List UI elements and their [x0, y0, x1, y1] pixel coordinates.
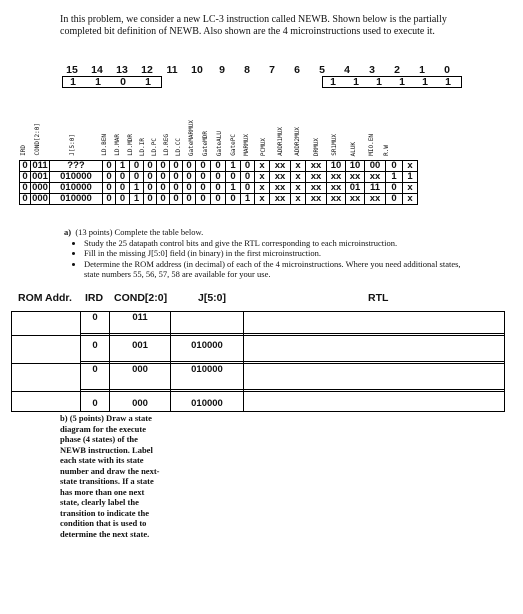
- column-header-row: [0, 104, 523, 158]
- table-cell: xx: [327, 172, 346, 183]
- table-cell: 0: [157, 161, 170, 172]
- table-cell: xx: [346, 172, 365, 183]
- column-header: ADDR1MUX: [277, 127, 284, 156]
- table-cell: 0: [183, 183, 196, 194]
- table-cell: 1: [386, 172, 403, 183]
- bit-number: 13: [116, 64, 128, 76]
- table-cell: 0: [103, 161, 116, 172]
- table-cell: 10: [346, 161, 365, 172]
- cond-header: COND[2:0]: [114, 292, 168, 304]
- part-a-marker: a): [64, 227, 72, 237]
- bit-number: 7: [269, 64, 275, 76]
- table-cell: x: [403, 194, 418, 205]
- table-cell: 0: [144, 161, 157, 172]
- table-cell: 0: [144, 194, 157, 205]
- table-cell: 0: [196, 161, 211, 172]
- bit-number: 4: [344, 64, 350, 76]
- part-a-bullet: • Determine the ROM address (in decimal) of each of the 4 microinstructions. Where you need additional states, state numbers 55, 56, 57, 58 are available for your use.: [84, 259, 464, 280]
- column-header: GateMDR: [202, 130, 209, 156]
- table-cell: 0: [183, 194, 196, 205]
- bit-value: 1: [95, 76, 101, 88]
- column-header: J[5:0]: [69, 134, 76, 156]
- table-cell: 10: [327, 161, 346, 172]
- bit-value: 1: [422, 76, 428, 88]
- column-header: GateALU: [216, 130, 223, 156]
- rtl-header: RTL: [368, 292, 389, 304]
- bit-number: 0: [444, 64, 450, 76]
- table-cell: xx: [346, 194, 365, 205]
- ird-header: IRD: [85, 292, 104, 304]
- table-cell: 11: [365, 183, 386, 194]
- table-cell: 011: [32, 160, 48, 171]
- j-header: J[5:0]: [198, 292, 227, 304]
- rom-addr-cell[interactable]: [12, 312, 81, 336]
- column-header: LD.CC: [175, 137, 182, 156]
- table-cell: 0: [196, 183, 211, 194]
- table-cell: 0: [103, 172, 116, 183]
- part-b-instructions: [60, 413, 160, 539]
- ird-cell: 0: [81, 392, 110, 412]
- cond-cell: 000: [110, 392, 171, 412]
- table-cell: 0: [20, 172, 31, 183]
- j-cell: 010000: [171, 364, 244, 390]
- table-cell: 0: [170, 161, 183, 172]
- ird-cell: 0: [81, 336, 110, 362]
- table-cell: 0: [116, 183, 130, 194]
- table-cell: xx: [270, 194, 291, 205]
- rtl-cell[interactable]: [244, 312, 505, 334]
- part-a-bullet: • Fill in the missing J[5:0] field (in binary) in the first microinstruction.: [84, 248, 464, 259]
- table-cell: xx: [270, 161, 291, 172]
- part-a-title: (13 points) Complete the table below.: [75, 227, 204, 237]
- bit-number: 10: [191, 64, 203, 76]
- table-cell: 0: [157, 183, 170, 194]
- column-header: GatePC: [229, 134, 237, 156]
- part-a-bullet: • Study the 25 datapath control bits and give the RTL corresponding to each microinstruction.: [84, 238, 464, 249]
- bit-value: 1: [145, 76, 151, 88]
- table-cell: 0: [183, 161, 196, 172]
- bit-value: 0: [120, 76, 126, 88]
- table-cell: 0: [157, 194, 170, 205]
- table-cell: 010000: [50, 183, 103, 194]
- table-cell: x: [291, 172, 306, 183]
- ird-cell: 0: [81, 364, 110, 390]
- column-header: COND[2:0]: [34, 123, 41, 156]
- rom-addr-cell[interactable]: [12, 392, 81, 412]
- table-cell: 0: [116, 194, 130, 205]
- table-cell: 0: [103, 194, 116, 205]
- rom-answer-table: [11, 311, 505, 412]
- bit-number: 8: [244, 64, 250, 76]
- column-header: LD.PC: [151, 137, 158, 156]
- cond-cell: 011: [110, 312, 171, 334]
- column-header: ADDR2MUX: [294, 127, 301, 156]
- j-cell[interactable]: [171, 312, 244, 334]
- ird-cell: 0: [81, 312, 110, 334]
- table-cell: 0: [144, 172, 157, 183]
- bit-number-row: [62, 64, 462, 76]
- table-cell: xx: [270, 183, 291, 194]
- table-cell: 0: [157, 172, 170, 183]
- bit-value: 1: [376, 76, 382, 88]
- rtl-cell[interactable]: [244, 336, 505, 362]
- table-cell: 010000: [50, 194, 103, 205]
- bit-box-right: [322, 76, 462, 88]
- table-cell: 0: [386, 161, 403, 172]
- table-cell: x: [291, 161, 306, 172]
- bit-value: 1: [399, 76, 405, 88]
- column-header: PCMUX: [260, 137, 267, 156]
- rom-addr-cell[interactable]: [12, 364, 81, 392]
- table-cell: 00: [365, 161, 386, 172]
- bit-number: 5: [319, 64, 325, 76]
- table-cell: 1: [130, 194, 144, 205]
- table-cell: xx: [327, 194, 346, 205]
- table-row: [20, 161, 418, 172]
- table-cell: xx: [327, 183, 346, 194]
- table-cell: 0: [170, 172, 183, 183]
- intro-paragraph: In this problem, we consider a new LC-3 instruction called NEWB. Shown below is the partially completed bit definition of NEWB. Also shown are the 4 microinstructions used to execute it.: [60, 14, 447, 37]
- column-header: LD.REG: [163, 134, 170, 156]
- table-cell: 0: [116, 172, 130, 183]
- table-cell: 0: [170, 183, 183, 194]
- table-cell: 0: [130, 172, 144, 183]
- table-cell: 0: [241, 161, 255, 172]
- bit-number: 2: [394, 64, 400, 76]
- part-b-marker: b): [60, 413, 68, 423]
- table-cell: 0: [170, 194, 183, 205]
- table-cell: 0: [211, 194, 226, 205]
- table-cell: 001: [32, 171, 48, 182]
- table-cell: xx: [306, 183, 327, 194]
- part-a-instructions: [64, 227, 464, 280]
- table-cell: 1: [403, 172, 418, 183]
- bit-number: 15: [66, 64, 78, 76]
- table-cell: 0: [241, 183, 255, 194]
- column-header: LD.MAR: [113, 134, 121, 156]
- table-cell: 0: [226, 172, 241, 183]
- table-cell: 0: [211, 183, 226, 194]
- rom-addr-header: ROM Addr.: [18, 292, 72, 304]
- table-cell: 1: [130, 183, 144, 194]
- bit-number: 1: [419, 64, 425, 76]
- column-header: R.W: [383, 145, 390, 156]
- bit-value: 1: [353, 76, 359, 88]
- bit-number: 14: [91, 64, 103, 76]
- table-cell: 1: [241, 194, 255, 205]
- table-cell: xx: [270, 172, 291, 183]
- bit-number: 9: [219, 64, 225, 76]
- part-a-bullets: [64, 238, 464, 280]
- table-cell: 0: [226, 194, 241, 205]
- table-cell: xx: [306, 161, 327, 172]
- table-cell: 0: [211, 172, 226, 183]
- column-header: LD.IR: [139, 137, 146, 156]
- table-cell: 0: [20, 194, 31, 205]
- column-header: SR1MUX: [331, 134, 338, 156]
- table-cell: 0: [183, 172, 196, 183]
- table-cell: 0: [144, 183, 157, 194]
- table-cell: 0: [386, 194, 403, 205]
- cond-cell: 001: [110, 336, 171, 362]
- bit-number: 6: [294, 64, 300, 76]
- table-cell: x: [255, 161, 270, 172]
- rtl-cell[interactable]: [244, 364, 505, 390]
- table-cell: 0: [386, 183, 403, 194]
- column-header: IRD: [20, 145, 27, 156]
- column-header: LD.MDR: [126, 134, 134, 156]
- table-cell: ???: [50, 161, 103, 172]
- table-cell: 0: [103, 183, 116, 194]
- bit-number: 3: [369, 64, 375, 76]
- j-cell: 010000: [171, 392, 244, 412]
- microinstruction-table: [19, 160, 418, 205]
- table-cell: xx: [365, 172, 386, 183]
- table-cell: x: [291, 183, 306, 194]
- table-cell: 000: [32, 193, 48, 204]
- table-cell: x: [255, 194, 270, 205]
- table-row: [20, 172, 418, 183]
- column-header: LD.BEN: [101, 134, 108, 156]
- table-cell: 0: [130, 161, 144, 172]
- table-cell: 1: [116, 161, 130, 172]
- table-row: [20, 183, 418, 194]
- table-cell: 000: [32, 182, 48, 193]
- rom-addr-cell[interactable]: [12, 336, 81, 364]
- table-cell: x: [403, 183, 418, 194]
- column-header: MARMUX: [243, 134, 250, 156]
- column-header: ALUK: [350, 141, 357, 156]
- bit-value: 1: [70, 76, 76, 88]
- table-cell: 0: [196, 172, 211, 183]
- table-cell: 0: [20, 161, 31, 172]
- bit-box-left: [62, 76, 162, 88]
- table-cell: 0: [241, 172, 255, 183]
- table-row: [20, 194, 418, 205]
- table-cell: 0: [211, 161, 226, 172]
- table-cell: 0: [20, 183, 31, 194]
- bit-value: 1: [445, 76, 451, 88]
- column-header: GateMARMUX: [188, 119, 195, 156]
- table-cell: xx: [365, 194, 386, 205]
- bit-value: 1: [330, 76, 336, 88]
- column-header: MIO.EN: [368, 134, 375, 156]
- table-cell: 0: [196, 194, 211, 205]
- table-cell: xx: [306, 172, 327, 183]
- table-cell: x: [403, 161, 418, 172]
- j-cell: 010000: [171, 336, 244, 362]
- table-cell: x: [255, 172, 270, 183]
- table-cell: x: [255, 183, 270, 194]
- rtl-cell[interactable]: [244, 392, 505, 412]
- table-cell: 010000: [50, 172, 103, 183]
- table-cell: 1: [226, 161, 241, 172]
- table-cell: 1: [226, 183, 241, 194]
- bit-number: 11: [166, 64, 178, 76]
- column-header: DRMUX: [313, 137, 320, 156]
- table-cell: xx: [306, 194, 327, 205]
- cond-cell: 000: [110, 364, 171, 390]
- table-cell: x: [291, 194, 306, 205]
- bit-number: 12: [141, 64, 153, 76]
- table-cell: 01: [346, 183, 365, 194]
- part-b-text: (5 points) Draw a state diagram for the execute phase (4 states) of the NEWB instruction. Label each state with its state number and draw the next-state transitions. If a state has more than one next state, clearly label the transition to indicate the condition that is used to determine the next state.: [60, 413, 160, 539]
